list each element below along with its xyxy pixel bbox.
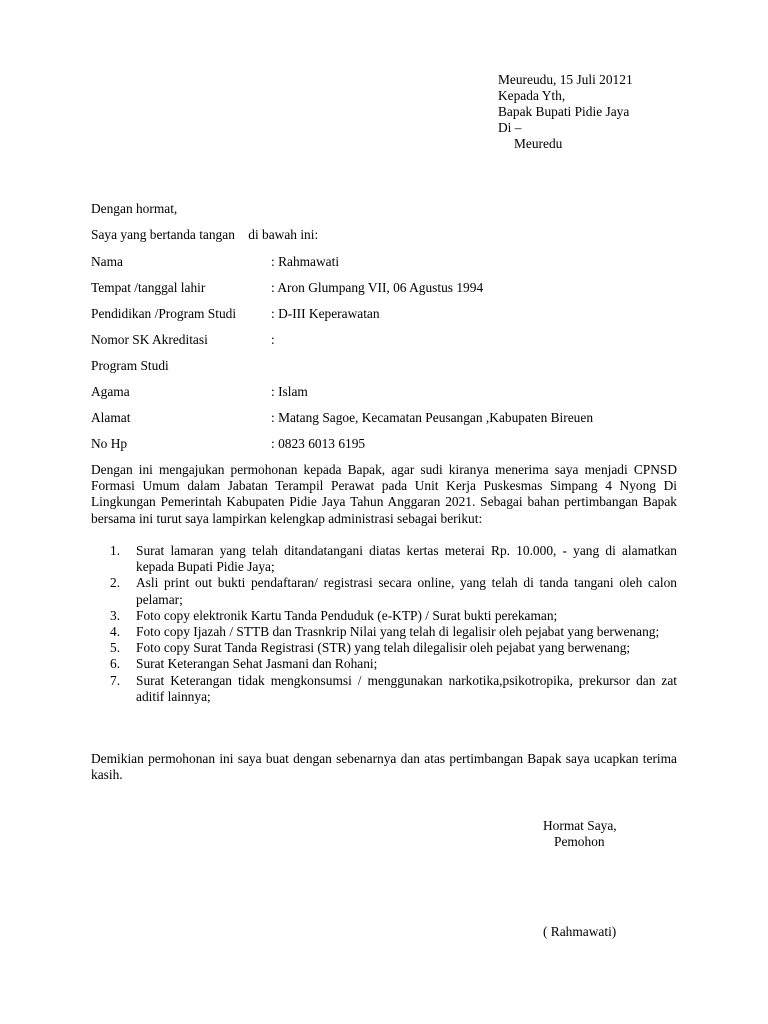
recipient-di: Di – (498, 120, 522, 135)
recipient-city: Meuredu (514, 136, 563, 151)
signature-name: ( Rahmawati) (543, 924, 617, 939)
field-value: : Rahmawati (271, 254, 340, 269)
list-item (110, 673, 677, 705)
list-text: Asli print out bukti pendaftaran/ registrasi secara online, yang telah di tanda tangani oleh calon pelamar; (136, 575, 677, 607)
list-item (110, 640, 677, 656)
list-number: 6. (110, 656, 121, 672)
addressed-to: Kepada Yth, (498, 88, 566, 103)
field-label: Alamat (91, 410, 131, 425)
body-paragraph: Dengan ini mengajukan permohonan kepada Bapak, agar sudi kiranya menerima saya menjadi CPNSD Formasi Umum dalam Jabatan Terampil Perawat pada Unit Kerja Puskesmas Simpang 4 Nyong Di Lingkungan Pemerintah Kabupaten Pidie Jaya Tahun Anggaran 2021. Sebagai bahan pertimbangan Bapak bersama ini turut saya lampirkan kelengkap administrasi sebagai berikut: (91, 462, 677, 526)
recipient-name: Bapak Bupati Pidie Jaya (498, 104, 630, 119)
field-value: : Islam (271, 384, 308, 399)
closing-paragraph: Demikian permohonan ini saya buat dengan sebenarnya dan atas pertimbangan Bapak saya ucapkan terima kasih. (91, 751, 677, 783)
list-item (110, 608, 677, 624)
list-item (110, 656, 677, 672)
intro-line: Saya yang bertanda tangan di bawah ini: (91, 227, 319, 242)
list-number: 1. (110, 543, 121, 558)
list-text: Surat Keterangan tidak mengkonsumsi / menggunakan narkotika,psikotropika, prekursor dan zat aditif lainnya; (136, 672, 677, 704)
requirements-list (110, 543, 677, 705)
list-number: 7. (110, 672, 121, 688)
greeting: Dengan hormat, (91, 201, 178, 216)
field-value: : D-III Keperawatan (271, 306, 380, 321)
field-label: Program Studi (91, 358, 169, 373)
field-label: Pendidikan /Program Studi (91, 306, 237, 321)
list-text: Foto copy Surat Tanda Registrasi (STR) yang telah dilegalisir oleh pejabat yang berwenang; (136, 640, 631, 656)
recipient-block (498, 72, 633, 152)
place-date: Meureudu, 15 Juli 20121 (498, 72, 633, 87)
list-text: Foto copy elektronik Kartu Tanda Penduduk (e-KTP) / Surat bukti perekaman; (136, 607, 558, 623)
field-label: Nomor SK Akreditasi (91, 332, 208, 347)
field-value: : Aron Glumpang VII, 06 Agustus 1994 (271, 280, 484, 295)
list-number: 3. (110, 607, 121, 623)
list-number: 5. (110, 640, 121, 656)
list-text: Surat lamaran yang telah ditandatangani diatas kertas meterai Rp. 10.000, - yang di alamatkan kepada Bupati Pidie Jaya; (136, 543, 677, 575)
list-text: Foto copy Ijazah / STTB dan Trasnkrip Nilai yang telah di legalisir oleh pejabat yang berwenang; (136, 624, 660, 640)
field-value: : 0823 6013 6195 (271, 436, 366, 451)
field-label: Nama (91, 254, 123, 269)
signature-block (543, 818, 617, 850)
list-number: 4. (110, 624, 121, 640)
list-text: Surat Keterangan Sehat Jasmani dan Rohani; (136, 656, 378, 672)
field-label: No Hp (91, 436, 128, 451)
field-label: Tempat /tanggal lahir (91, 280, 206, 295)
list-number: 2. (110, 575, 121, 591)
list-item (110, 543, 677, 575)
field-value: : (271, 332, 275, 347)
field-value: : Matang Sagoe, Kecamatan Peusangan ,Kabupaten Bireuen (271, 410, 594, 425)
signature-role: Pemohon (554, 834, 605, 849)
list-item (110, 624, 677, 640)
field-label: Agama (91, 384, 130, 399)
list-item (110, 575, 677, 607)
signature-salutation: Hormat Saya, (543, 818, 617, 833)
